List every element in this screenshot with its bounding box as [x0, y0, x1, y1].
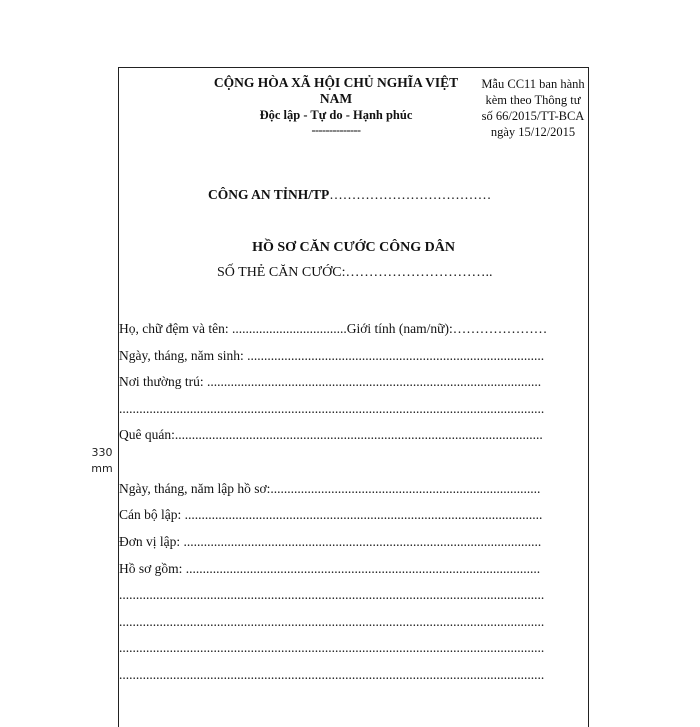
date-of-birth-field: Ngày, tháng, năm sinh: ........................................................................................ — [119, 348, 545, 363]
record-contents-line: .............................................................................................................................. — [119, 614, 545, 629]
form-ref-line: số 66/2015/TT-BCA — [481, 109, 585, 123]
police-office-blank: ……………………………… — [329, 187, 492, 202]
full-name-gender-field: Họ, chữ đệm và tên: ..................................Giới tính (nam/nữ):………………… — [119, 321, 548, 336]
police-office-line — [208, 187, 491, 203]
permanent-residence-field: Nơi thường trú: ................................................................................................... — [119, 374, 542, 389]
officer-field: Cán bộ lập: .......................................................................................................... — [119, 507, 543, 522]
police-office-label: CÔNG AN TỈNH/TP — [208, 187, 330, 202]
page-size-value: 330 — [91, 446, 113, 459]
form-ref-line: kèm theo Thông tư — [485, 93, 581, 107]
document-title: HỒ SƠ CĂN CƯỚC CÔNG DÂN — [252, 240, 455, 255]
record-contents-line: .............................................................................................................................. — [119, 587, 545, 602]
page-size-unit: mm — [91, 462, 113, 475]
country-name-line1: CỘNG HÒA XÃ HỘI CHỦ NGHĨA VIỆT — [213, 75, 459, 90]
unit-field: Đơn vị lập: .......................................................................................................... — [119, 534, 542, 549]
record-contents-line: .............................................................................................................................. — [119, 640, 545, 655]
form-reference — [474, 76, 592, 140]
header-divider: -------------- — [311, 123, 361, 137]
record-contents-field: Hồ sơ gồm: ......................................................................................................... — [119, 561, 541, 576]
national-header — [200, 75, 472, 137]
form-ref-line: ngày 15/12/2015 — [490, 125, 576, 139]
form-ref-line: Mẫu CC11 ban hành — [481, 77, 585, 91]
hometown-field: Quê quán:............................................................................................................. — [119, 427, 543, 442]
page-size-label — [88, 445, 116, 477]
record-contents-line: .............................................................................................................................. — [119, 667, 545, 682]
record-date-field: Ngày, tháng, năm lập hồ sơ:................................................................................ — [119, 481, 541, 496]
card-number-line: SỐ THẺ CĂN CƯỚC:………………………….. — [217, 265, 493, 280]
country-name-line2: NAM — [319, 91, 353, 106]
permanent-residence-continued: .............................................................................................................................. — [119, 401, 545, 416]
national-motto: Độc lập - Tự do - Hạnh phúc — [259, 108, 413, 122]
